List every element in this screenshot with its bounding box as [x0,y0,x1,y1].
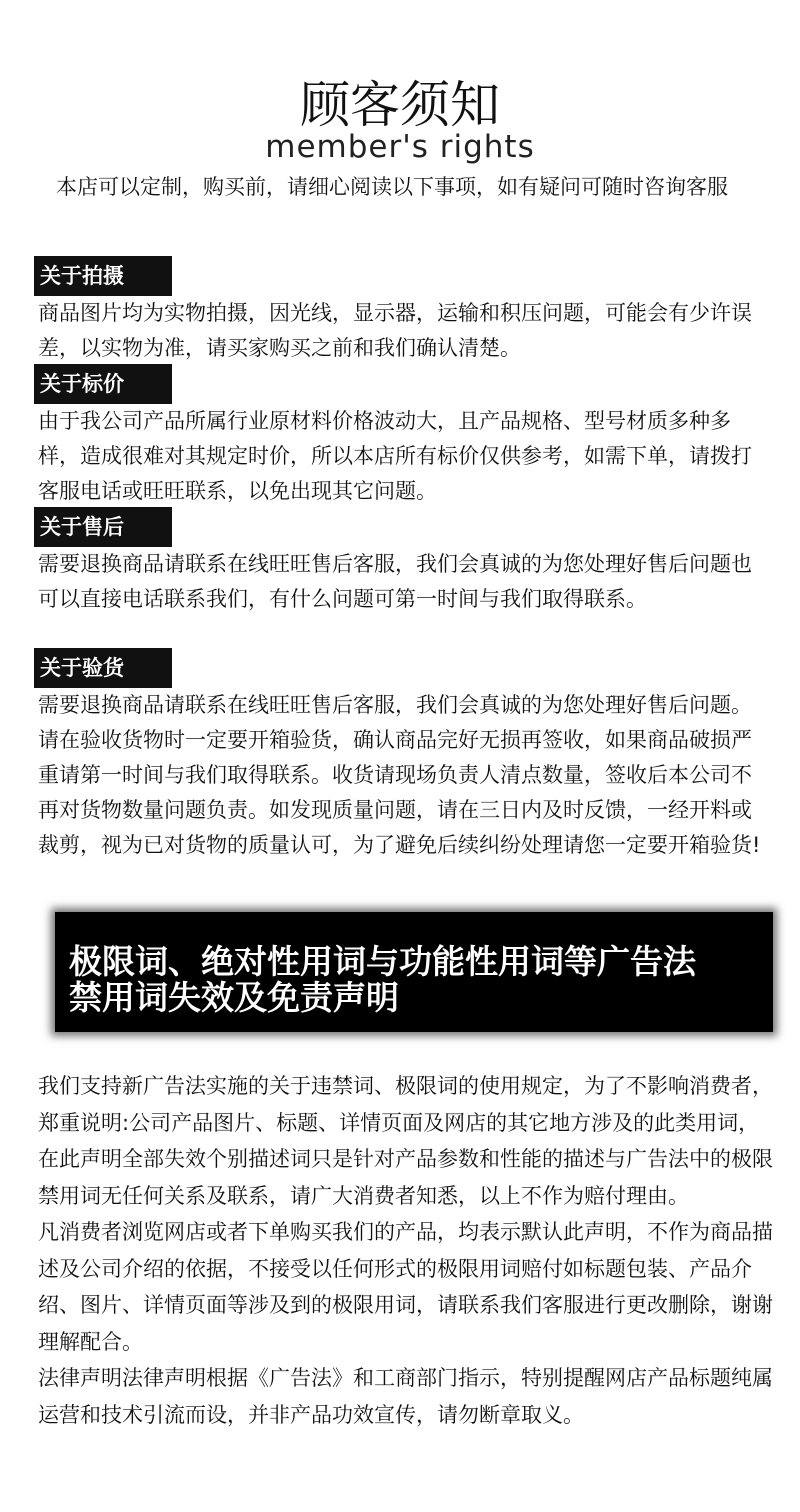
section-body-shooting: 商品图片均为实物拍摄，因光线，显示器，运输和积压问题，可能会有少许误差，以实物为准，请买家购买之前和我们确认清楚。 [38,301,752,360]
section-shooting [34,256,774,366]
section-body-inspection: 需要退换商品请联系在线旺旺售后客服，我们会真诚的为您处理好售后问题。请在验收货物时一定要开箱验货，确认商品完好无损再签收，如果商品破损严重请第一时间与我们取得联系。收货请现场负责人清点数量，签收后本公司不再对货物数量问题负责。如发现质量问题，请在三日内及时反馈，一经开料或裁剪，视为已对货物的质量认可，为了避免后续纠纷处理请您一定要开箱验货! [38,693,761,857]
section-aftersales [34,507,774,617]
disclaimer-paragraph-3: 法律声明法律声明根据《广告法》和工商部门指示，特别提醒网店产品标题纯属运营和技术引流而设，并非产品功效宣传，请勿断章取义。 [38,1366,773,1427]
section-body-aftersales: 需要退换商品请联系在线旺旺售后客服，我们会真诚的为您处理好售后问题也可以直接电话联系我们，有什么问题可第一时间与我们取得联系。 [38,552,752,611]
intro-text: 本店可以定制，购买前，请细心阅读以下事项，如有疑问可随时咨询客服 [56,175,728,199]
section-pricing [34,364,774,509]
page-title: 顾客须知 [300,76,500,134]
section-body-pricing: 由于我公司产品所属行业原材料价格波动大，且产品规格、型号材质多种多样，造成很难对其规定时价，所以本店所有标价仅供参考，如需下单，请拨打客服电话或旺旺联系，以免出现其它问题。 [38,409,752,503]
disclaimer-paragraph-1: 我们支持新广告法实施的关于违禁词、极限词的使用规定，为了不影响消费者，郑重说明:公司产品图片、标题、详情页面及网店的其它地方涉及的此类用词，在此声明全部失效个别描述词只是针对产品参数和性能的描述与广告法中的极限禁用词无任何关系及联系，请广大消费者知悉，以上不作为赔付理由。 [38,1074,773,1208]
disclaimer-banner [55,912,773,1032]
banner-line-2: 禁用词失效及免责声明 [69,978,399,1017]
section-label-shooting: 关于拍摄 [34,256,172,296]
section-label-aftersales: 关于售后 [34,507,172,547]
section-label-inspection: 关于验货 [34,648,172,688]
banner-text [69,944,769,1016]
disclaimer-text [38,1068,778,1433]
section-label-pricing: 关于标价 [34,364,172,404]
banner-line-1: 极限词、绝对性用词与功能性用词等广告法 [69,942,696,981]
section-inspection [34,648,774,863]
page-subtitle: member's rights [265,129,535,165]
disclaimer-paragraph-2: 凡消费者浏览网店或者下单购买我们的产品，均表示默认此声明，不作为商品描述及公司介绍的依据，不接受以任何形式的极限用词赔付如标题包装、产品介绍、图片、详情页面等涉及到的极限用词，请联系我们客服进行更改删除，谢谢理解配合。 [38,1220,773,1354]
